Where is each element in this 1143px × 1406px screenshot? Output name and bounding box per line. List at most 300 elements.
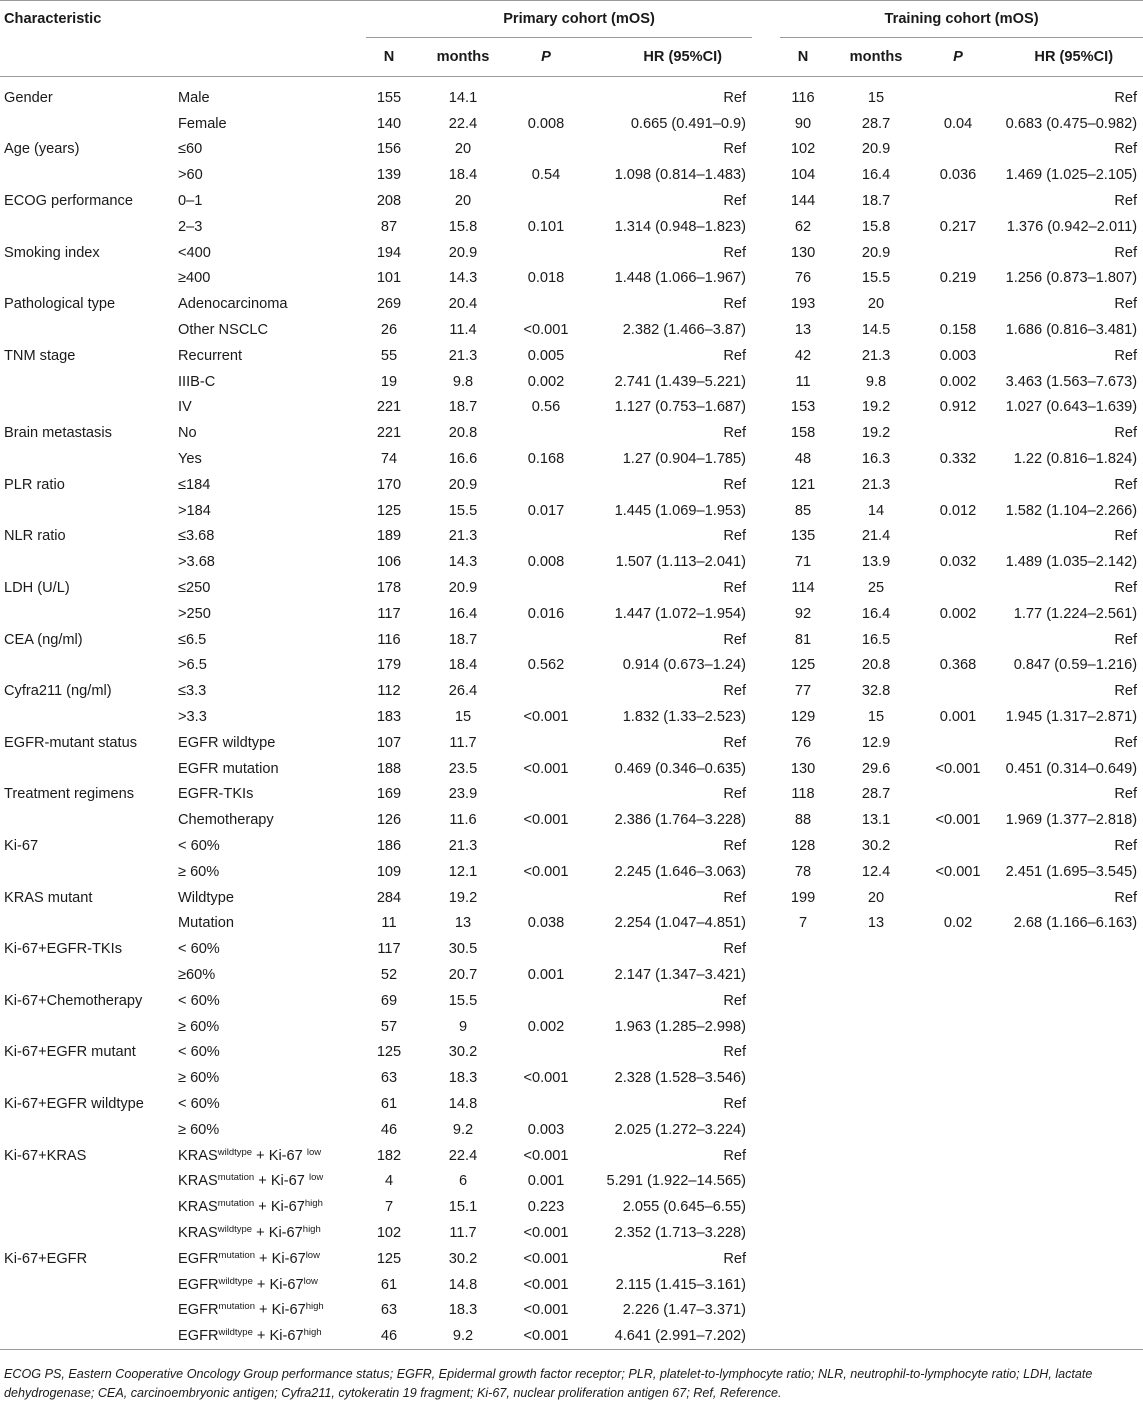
training-months-cell: 15 (867, 709, 885, 726)
training-months-cell (826, 936, 926, 962)
category-cell: < 60% (178, 1095, 220, 1112)
training-months-cell (826, 1168, 926, 1194)
characteristic-cell (0, 1297, 172, 1323)
primary-p-cell (514, 472, 578, 498)
category-cell (172, 1220, 366, 1246)
training-months-cell (826, 1323, 926, 1349)
characteristic-cell (0, 162, 172, 188)
training-months-cell: 15.5 (861, 270, 891, 287)
table-row (0, 678, 1143, 704)
training-months-cell: 15 (867, 89, 885, 106)
category-cell: EGFR wildtype (178, 734, 276, 751)
training-p-cell (926, 1039, 990, 1065)
table-row (0, 988, 1143, 1014)
category-cell: ≤3.68 (178, 528, 215, 545)
training-months-cell: 19.2 (861, 399, 891, 416)
column-gap (752, 1220, 780, 1246)
primary-months-cell: 20.7 (448, 966, 478, 983)
training-months-cell: 20 (867, 889, 885, 906)
table-row (0, 936, 1143, 962)
table-body (0, 77, 1143, 1350)
primary-n-cell: 52 (380, 966, 398, 983)
primary-n-cell: 4 (384, 1173, 394, 1190)
category-text: + Ki-67 (252, 1224, 303, 1241)
primary-months-cell: 21.3 (448, 347, 478, 364)
primary-n-cell: 57 (380, 1018, 398, 1035)
primary-p-cell: <0.001 (523, 1224, 569, 1241)
training-hr-cell: Ref (1114, 141, 1138, 158)
primary-months-cell: 26.4 (448, 683, 478, 700)
training-months-cell (826, 1220, 926, 1246)
table-row (0, 1039, 1143, 1065)
table-row (0, 756, 1143, 782)
table-row (0, 111, 1143, 137)
training-n-cell: 130 (790, 244, 816, 261)
training-n-cell (780, 1272, 826, 1298)
column-gap (752, 1246, 780, 1272)
primary-p-header: P (514, 38, 578, 77)
training-hr-cell: 1.376 (0.942–2.011) (1006, 218, 1138, 235)
category-cell: >6.5 (178, 657, 207, 674)
primary-p-cell (514, 730, 578, 756)
category-cell: <400 (178, 244, 211, 261)
category-cell: Female (178, 115, 227, 132)
category-cell: >3.3 (178, 709, 207, 726)
training-n-cell (780, 1168, 826, 1194)
training-p-cell: 0.158 (939, 322, 977, 339)
table-row (0, 627, 1143, 653)
training-n-cell: 144 (790, 193, 816, 210)
primary-months-cell: 16.4 (448, 605, 478, 622)
primary-hr-cell: 2.328 (1.528–3.546) (614, 1070, 747, 1087)
training-months-cell: 21.3 (861, 347, 891, 364)
column-gap (752, 1091, 780, 1117)
column-gap (752, 807, 780, 833)
primary-hr-cell: 2.115 (1.415–3.161) (615, 1276, 747, 1293)
training-p-cell (926, 678, 990, 704)
category-cell: ≥ 60% (178, 1070, 220, 1087)
category-cell: ≥400 (178, 270, 211, 287)
primary-p-cell: 0.562 (527, 657, 565, 674)
training-p-cell: 0.002 (939, 373, 977, 390)
training-months-cell: 19.2 (861, 425, 891, 442)
training-p-cell: 0.001 (939, 709, 977, 726)
training-hr-cell (990, 1272, 1143, 1298)
training-p-cell (926, 988, 990, 1014)
training-hr-cell (990, 1323, 1143, 1349)
primary-n-cell: 169 (376, 786, 402, 803)
training-n-cell: 62 (794, 218, 812, 235)
primary-p-cell: <0.001 (523, 812, 569, 829)
table-row (0, 730, 1143, 756)
training-hr-cell (990, 1297, 1143, 1323)
training-p-cell: 0.912 (939, 399, 977, 416)
category-cell: ≤250 (178, 580, 211, 597)
training-hr-cell: Ref (1114, 476, 1138, 493)
table-row (0, 77, 1143, 111)
category-cell: >184 (178, 502, 211, 519)
primary-hr-cell: 5.291 (1.922–14.565) (606, 1173, 747, 1190)
training-n-cell: 158 (790, 425, 816, 442)
training-months-cell: 16.4 (861, 167, 891, 184)
training-p-cell (926, 1194, 990, 1220)
training-p-cell: 0.04 (943, 115, 973, 132)
training-p-cell (926, 1143, 990, 1169)
training-months-cell: 25 (867, 580, 885, 597)
category-cell: < 60% (178, 838, 220, 854)
column-gap (752, 756, 780, 782)
training-n-cell: 199 (790, 889, 816, 906)
training-hr-cell: Ref (1114, 347, 1138, 364)
primary-n-cell: 221 (376, 399, 402, 416)
primary-n-cell: 46 (380, 1121, 398, 1138)
primary-hr-cell: 1.832 (1.33–2.523) (622, 709, 747, 726)
training-n-cell: 85 (794, 502, 812, 519)
training-p-cell (926, 730, 990, 756)
primary-hr-cell: 0.469 (0.346–0.635) (614, 760, 747, 777)
training-months-header: months (826, 38, 926, 77)
table-row (0, 1297, 1143, 1323)
training-n-cell: 81 (794, 631, 812, 648)
category-text: KRAS (178, 1199, 218, 1216)
category-text: EGFR (178, 1328, 219, 1345)
primary-n-cell: 269 (376, 296, 402, 313)
training-months-cell: 20.9 (861, 141, 891, 158)
primary-months-cell: 21.3 (448, 528, 478, 545)
characteristic-cell (0, 1194, 172, 1220)
column-gap (752, 77, 780, 111)
table-row (0, 1168, 1143, 1194)
training-p-cell: 0.012 (939, 502, 977, 519)
primary-p-cell (514, 627, 578, 653)
primary-p-cell: 0.001 (527, 1173, 565, 1190)
table-row (0, 472, 1143, 498)
table-row (0, 833, 1143, 859)
training-months-cell: 14 (867, 502, 885, 519)
training-hr-cell (990, 1246, 1143, 1272)
category-superscript: mutation (218, 1301, 255, 1313)
column-gap (752, 266, 780, 292)
primary-hr-cell: Ref (723, 683, 747, 700)
training-hr-cell: Ref (1114, 786, 1138, 803)
primary-months-cell: 16.6 (448, 451, 478, 468)
primary-months-cell: 21.3 (448, 838, 478, 854)
training-months-cell (826, 1091, 926, 1117)
primary-hr-cell: Ref (723, 992, 747, 1009)
primary-hr-cell: 1.098 (0.814–1.483) (614, 167, 747, 184)
category-cell: ≤6.5 (178, 631, 207, 648)
category-superscript: high (305, 1301, 324, 1313)
table-row (0, 420, 1143, 446)
primary-n-cell: 116 (377, 631, 401, 648)
training-p-cell (926, 1168, 990, 1194)
category-superscript: low (306, 1146, 322, 1158)
primary-n-cell: 186 (376, 838, 402, 854)
primary-hr-cell: 2.254 (1.047–4.851) (614, 915, 747, 932)
category-cell: Wildtype (178, 889, 234, 906)
primary-months-cell: 20.4 (448, 296, 478, 313)
characteristic-cell (0, 369, 172, 395)
training-p-cell (926, 240, 990, 266)
column-gap (752, 833, 780, 859)
column-gap (752, 678, 780, 704)
primary-months-cell: 15.8 (448, 218, 478, 235)
primary-p-cell (514, 988, 578, 1014)
training-months-cell: 21.4 (861, 528, 891, 545)
primary-n-cell: 106 (376, 554, 402, 571)
primary-p-cell: 0.008 (527, 115, 565, 132)
primary-hr-cell: 2.055 (0.645–6.55) (622, 1199, 747, 1216)
training-months-cell: 14.5 (861, 322, 891, 339)
primary-p-cell: 0.017 (527, 502, 565, 519)
primary-p-cell: 0.101 (527, 218, 565, 235)
training-hr-cell (990, 1039, 1143, 1065)
training-n-cell (780, 1014, 826, 1040)
primary-n-cell: 109 (376, 863, 402, 880)
primary-p-cell (514, 678, 578, 704)
characteristic-cell: NLR ratio (4, 528, 66, 545)
training-n-cell (780, 1039, 826, 1065)
primary-months-cell: 15.1 (448, 1199, 478, 1216)
category-text: KRAS (178, 1224, 218, 1241)
category-superscript: low (303, 1275, 318, 1287)
column-gap (752, 1168, 780, 1194)
training-months-cell (826, 1272, 926, 1298)
characteristic-cell: Ki-67+EGFR (4, 1250, 88, 1267)
training-hr-cell: 1.469 (1.025–2.105) (1005, 167, 1138, 184)
primary-n-cell: 46 (366, 1323, 412, 1349)
primary-p-cell (514, 291, 578, 317)
primary-p-cell (514, 782, 578, 808)
characteristic-cell (0, 962, 172, 988)
characteristic-cell (0, 549, 172, 575)
category-text: KRAS (178, 1173, 218, 1190)
training-p-cell (926, 1246, 990, 1272)
primary-n-cell: 194 (376, 244, 402, 261)
primary-months-cell: 14.3 (448, 270, 478, 287)
characteristic-cell: PLR ratio (4, 476, 65, 493)
training-p-cell (926, 833, 990, 859)
column-gap (752, 549, 780, 575)
category-cell (172, 1323, 366, 1349)
characteristic-cell (0, 498, 172, 524)
table-row (0, 369, 1143, 395)
primary-p-cell (514, 137, 578, 163)
training-months-cell: 12.4 (861, 863, 891, 880)
table-row (0, 1323, 1143, 1349)
training-months-cell: 16.4 (861, 605, 891, 622)
training-hr-cell: 1.22 (0.816–1.824) (1013, 451, 1138, 468)
category-cell: EGFR mutation (178, 760, 279, 777)
column-gap (752, 1117, 780, 1143)
primary-months-cell: 20.9 (448, 476, 478, 493)
characteristic-cell (0, 911, 172, 937)
primary-hr-cell: 2.226 (1.47–3.371) (622, 1302, 747, 1319)
primary-p-cell: 0.002 (527, 373, 565, 390)
category-cell: Mutation (178, 915, 234, 932)
header-row-columns (0, 38, 1143, 77)
primary-hr-cell: 2.352 (1.713–3.228) (614, 1224, 747, 1241)
training-hr-cell (990, 1117, 1143, 1143)
characteristic-cell: TNM stage (4, 347, 76, 364)
category-superscript: mutation (217, 1198, 255, 1210)
characteristic-cell (0, 859, 172, 885)
training-n-cell: 121 (790, 476, 816, 493)
primary-hr-cell: Ref (723, 347, 747, 364)
primary-hr-cell: 0.914 (0.673–1.24) (622, 657, 747, 674)
category-superscript: wildtype (217, 1146, 253, 1158)
primary-hr-cell: 2.245 (1.646–3.063) (614, 863, 747, 880)
training-p-header: P (926, 38, 990, 77)
primary-months-cell: 20.9 (448, 244, 478, 261)
primary-hr-cell: 4.641 (2.991–7.202) (578, 1323, 752, 1349)
training-hr-cell: 1.256 (0.873–1.807) (1005, 270, 1138, 287)
primary-months-cell: 11.7 (449, 734, 477, 751)
column-gap (752, 291, 780, 317)
characteristic-cell: Pathological type (4, 296, 116, 313)
primary-p-cell: <0.001 (523, 1302, 569, 1319)
primary-p-cell: 0.003 (527, 1121, 565, 1138)
training-n-cell: 116 (791, 89, 815, 106)
training-months-cell: 29.6 (861, 760, 891, 777)
category-superscript: low (308, 1172, 324, 1184)
characteristic-cell: LDH (U/L) (4, 580, 70, 597)
training-p-cell (926, 1014, 990, 1040)
training-p-cell (926, 1220, 990, 1246)
table-row (0, 1143, 1143, 1169)
training-months-cell: 20.9 (861, 244, 891, 261)
training-months-cell (826, 988, 926, 1014)
category-text: + Ki-67 (254, 1199, 305, 1216)
training-hr-cell (990, 1220, 1143, 1246)
column-gap (752, 420, 780, 446)
primary-p-cell: <0.001 (514, 1323, 578, 1349)
training-months-cell (826, 962, 926, 988)
primary-p-cell: 0.018 (527, 270, 565, 287)
table-row (0, 1194, 1143, 1220)
training-months-cell (826, 1246, 926, 1272)
primary-months-cell: 18.7 (448, 631, 478, 648)
table-row (0, 137, 1143, 163)
training-hr-cell: Ref (1114, 838, 1138, 854)
column-gap (752, 472, 780, 498)
primary-months-cell: 30.5 (448, 941, 478, 958)
training-n-cell: 77 (794, 683, 812, 700)
category-cell: 0–1 (178, 193, 203, 210)
table-row (0, 1091, 1143, 1117)
training-n-cell: 128 (790, 838, 816, 854)
primary-months-cell: 9.2 (452, 1121, 474, 1138)
primary-n-cell: 63 (380, 1070, 398, 1087)
column-gap (752, 601, 780, 627)
primary-hr-cell: 1.27 (0.904–1.785) (622, 451, 747, 468)
category-superscript: wildtype (218, 1327, 253, 1339)
primary-n-cell: 117 (377, 605, 401, 622)
column-gap (752, 524, 780, 550)
table-row (0, 962, 1143, 988)
primary-n-cell: 117 (377, 941, 401, 958)
training-hr-cell: Ref (1114, 734, 1138, 751)
primary-hr-cell: 0.665 (0.491–0.9) (630, 115, 747, 132)
training-months-cell: 20 (867, 296, 885, 313)
training-n-cell (780, 1220, 826, 1246)
training-p-cell (926, 885, 990, 911)
category-text: EGFR (178, 1302, 219, 1319)
header-row-groups (0, 1, 1143, 38)
category-cell: Adenocarcinoma (178, 296, 288, 313)
primary-months-cell: 14.1 (448, 89, 478, 106)
characteristic-cell: Gender (4, 89, 53, 106)
primary-p-cell (514, 1039, 578, 1065)
primary-p-cell: 0.016 (527, 605, 565, 622)
primary-p-cell (514, 240, 578, 266)
primary-hr-cell: 2.741 (1.439–5.221) (614, 373, 747, 390)
primary-hr-cell: 1.963 (1.285–2.998) (614, 1018, 747, 1035)
training-p-cell (926, 420, 990, 446)
training-n-cell: 114 (791, 580, 815, 597)
column-gap (752, 317, 780, 343)
training-p-cell (926, 1065, 990, 1091)
training-p-cell (926, 936, 990, 962)
primary-months-cell: 30.2 (448, 1044, 478, 1061)
training-n-cell: 130 (790, 760, 816, 777)
training-n-cell: 193 (790, 296, 816, 313)
training-hr-cell: 3.463 (1.563–7.673) (1005, 373, 1138, 390)
characteristic-cell (0, 807, 172, 833)
primary-months-cell: 11.4 (449, 322, 477, 339)
primary-p-cell (514, 420, 578, 446)
primary-months-cell: 20.9 (448, 580, 478, 597)
characteristic-cell: Ki-67 (4, 838, 39, 854)
table-row (0, 1246, 1143, 1272)
primary-n-cell: 87 (380, 218, 398, 235)
primary-n-cell: 74 (380, 451, 398, 468)
primary-months-cell: 18.3 (448, 1302, 478, 1319)
primary-p-cell (514, 936, 578, 962)
primary-months-header: months (412, 38, 514, 77)
training-p-cell: <0.001 (935, 863, 981, 880)
primary-hr-header: HR (95%CI) (578, 38, 752, 77)
primary-hr-cell: Ref (723, 193, 747, 210)
primary-n-cell: 102 (376, 1224, 402, 1241)
table-row (0, 653, 1143, 679)
column-gap (752, 911, 780, 937)
primary-n-cell: 189 (376, 528, 402, 545)
training-n-cell: 92 (794, 605, 812, 622)
primary-months-cell: 14.8 (448, 1095, 478, 1112)
training-hr-cell: 0.847 (0.59–1.216) (1013, 657, 1138, 674)
training-p-cell: 0.219 (939, 270, 977, 287)
training-months-cell: 18.7 (861, 193, 891, 210)
table-row (0, 291, 1143, 317)
primary-p-cell (514, 1091, 578, 1117)
table-row (0, 240, 1143, 266)
characteristic-cell (0, 756, 172, 782)
training-p-cell: <0.001 (935, 812, 981, 829)
characteristic-cell (0, 266, 172, 292)
column-gap (752, 885, 780, 911)
primary-n-header: N (366, 38, 412, 77)
characteristic-cell: Brain metastasis (4, 425, 112, 442)
table-row (0, 601, 1143, 627)
primary-hr-cell: 2.382 (1.466–3.87) (622, 322, 747, 339)
primary-hr-cell: Ref (723, 1095, 747, 1112)
characteristic-cell: Ki-67+KRAS (4, 1147, 87, 1164)
primary-months-cell: 9 (458, 1018, 468, 1035)
column-gap (752, 137, 780, 163)
column-gap (752, 859, 780, 885)
training-hr-cell: 1.027 (0.643–1.639) (1005, 399, 1138, 416)
